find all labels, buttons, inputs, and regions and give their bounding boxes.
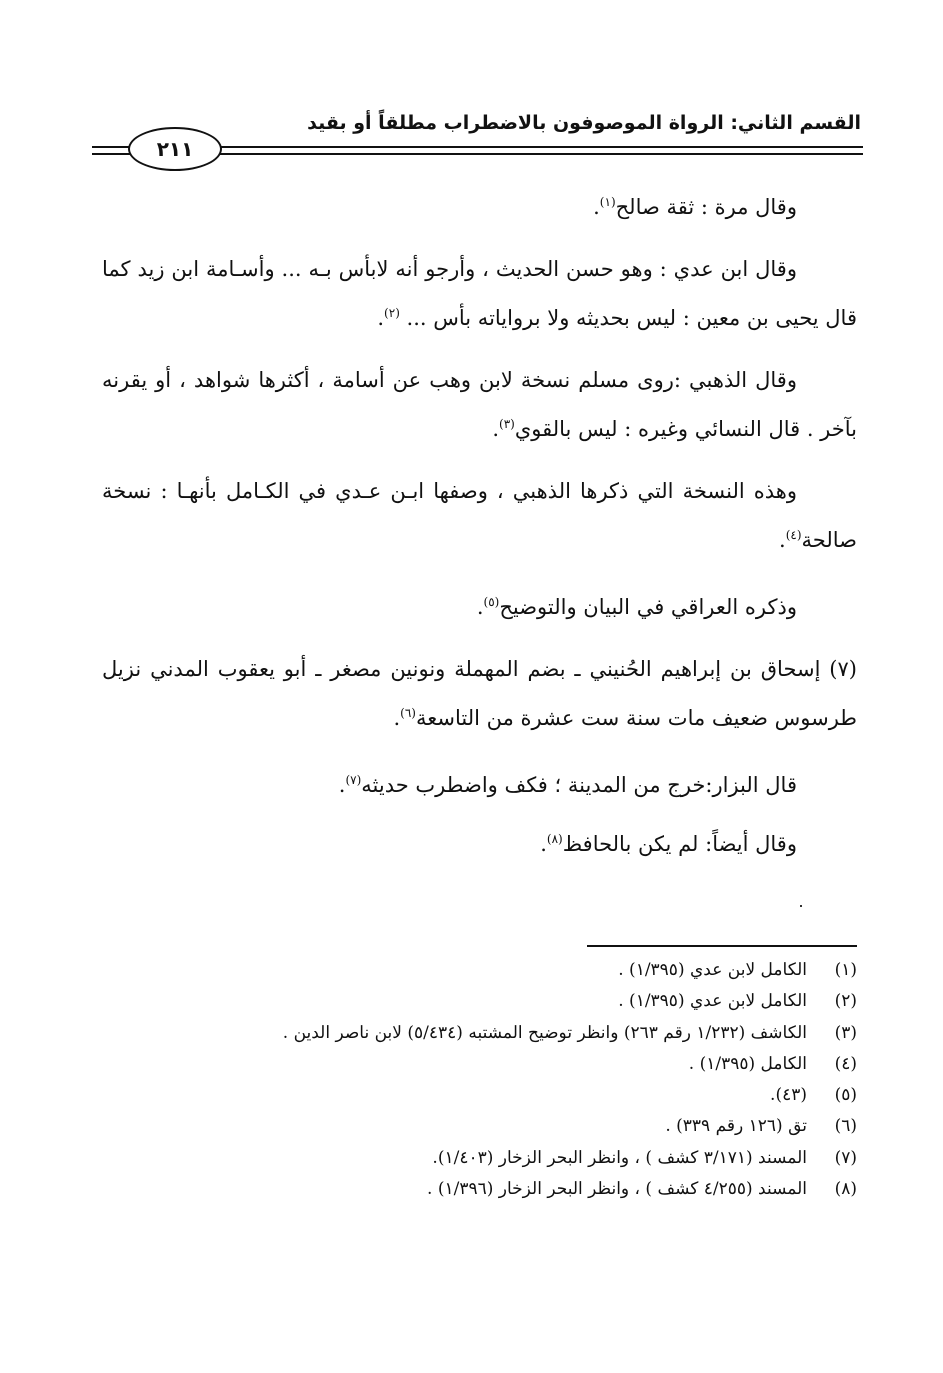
footnote: (١) الكامل لابن عدي (١/٣٩٥) . bbox=[618, 960, 857, 980]
running-header-title: القسم الثاني: الرواة الموصوفون بالاضطراب مطلقاً أو بقيد bbox=[307, 112, 861, 134]
footnote: (٦) تق (١٢٦ رقم ٣٣٩) . bbox=[665, 1116, 857, 1137]
paragraph: وقال ابن عدي : وهو حسن الحديث ، وأرجو أنه لابأس بـه ... وأسـامة ابن زيد كما قال يحيى بن معين : ليس بحديثه ولا برواياته بأس ... $^{(٢)}$. bbox=[102, 257, 857, 330]
footnote: (٢) الكامل لابن عدي (١/٣٩٥) . bbox=[618, 991, 857, 1012]
footnote: (٤) الكامل (١/٣٩٥) . bbox=[688, 1053, 857, 1074]
footnote-ref: (٦) bbox=[400, 706, 416, 720]
footnote: (٧) المسند (٣/١٧١ كشف ) ، وانظر البحر الزخار (١/٤٠٣). bbox=[432, 1147, 857, 1168]
page-number-oval bbox=[128, 127, 222, 171]
footnote: (٣) الكاشف (١/٢٣٢ رقم ٢٦٣) وانظر توضيح المشتبه (٥/٤٣٤) لابن ناصر الدين . bbox=[282, 1022, 857, 1043]
footnote-ref: (١) bbox=[599, 195, 616, 209]
footnote-ref: (٧) bbox=[345, 773, 362, 787]
footnotes bbox=[102, 955, 857, 1205]
footnote-ref: (٥) bbox=[483, 595, 500, 609]
paragraph: وهذه النسخة التي ذكرها الذهبي ، وصفها ابـن عـدي في الكـامل بأنهـا : نسخة صالحة$^{(٤)}$. bbox=[102, 479, 857, 552]
footnote-ref: (٤) bbox=[785, 528, 802, 542]
stray-dot bbox=[800, 905, 802, 907]
footnote: (٥) (٤٣). bbox=[770, 1085, 857, 1106]
paragraph: قال البزار:خرج من المدينة ؛ فكف واضطرب حديثه$^{(٧)}$. bbox=[338, 773, 797, 797]
main-text bbox=[102, 180, 857, 884]
footnote-ref: (٣) bbox=[499, 417, 515, 431]
footnote: (٨) المسند (٤/٢٥٥ كشف ) ، وانظر البحر الزخار (١/٣٩٦) . bbox=[427, 1179, 857, 1200]
footnote-ref: (٨) bbox=[546, 832, 563, 846]
page-number: ٢١١ bbox=[156, 137, 194, 161]
paragraph-entry-7: (٧) إسحاق بن إبراهيم الحُنيني ـ بضم المهملة ونونين مصغر ـ أبو يعقوب المدني نزيل طرسوس ضعيف مات سنة ست عشرة من التاسعة$^{(٦)}$. bbox=[102, 657, 857, 730]
footnote-ref: (٢) bbox=[384, 306, 400, 320]
footnote-separator bbox=[587, 945, 857, 947]
paragraph: وذكره العراقي في البيان والتوضيح$^{(٥)}$. bbox=[476, 595, 797, 619]
paragraph: وقال مرة : ثقة صالح$^{(١)}$. bbox=[593, 195, 797, 219]
paragraph: وقال أيضاً: لم يكن بالحافظ$^{(٨)}$. bbox=[540, 832, 797, 856]
paragraph: وقال الذهبي :روى مسلم نسخة لابن وهب عن أسامة ، أكثرها شواهد ، أو يقرنه بآخر . قال النسائي وغيره : ليس بالقوي$^{(٣)}$. bbox=[102, 368, 857, 441]
